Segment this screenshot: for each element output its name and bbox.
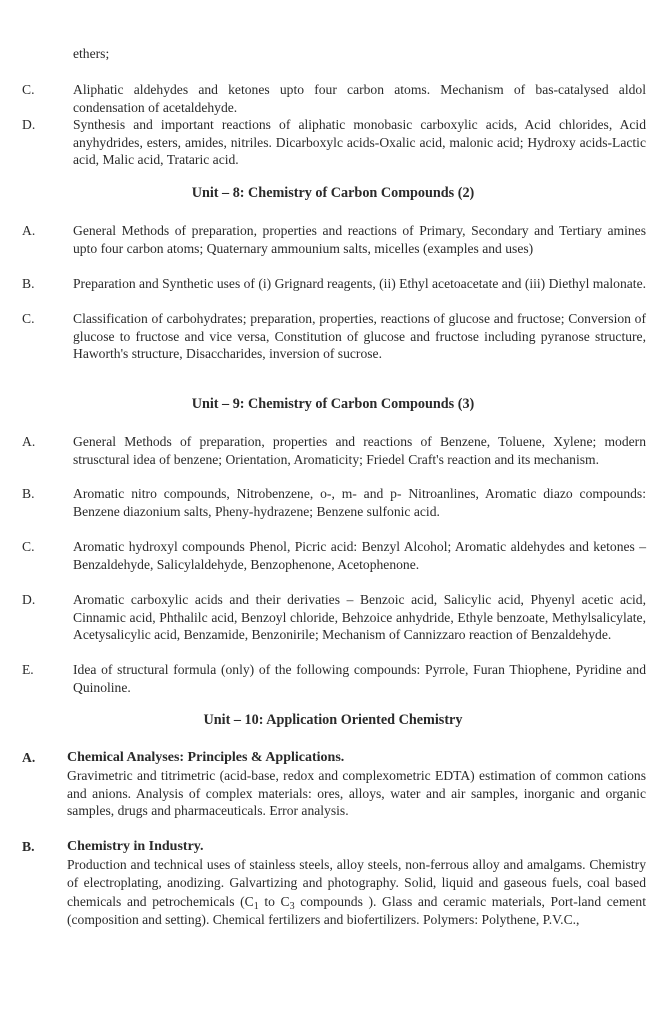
unit-10-heading: Unit – 10: Application Oriented Chemistry <box>203 712 463 728</box>
continued-text: ethers; <box>73 46 110 61</box>
item-text: Aromatic hydroxyl compounds Phenol, Picric acid: Benzyl Alcohol; Aromatic aldehydes and ketones – Benzaldehyde, Salicylaldehyde, Benzophenone, Acetophenone. <box>73 539 646 572</box>
item-label: B. <box>22 276 35 291</box>
item-label: D. <box>22 117 36 132</box>
item-label: E. <box>22 662 34 677</box>
unit-9-heading: Unit – 9: Chemistry of Carbon Compounds (3) <box>191 396 475 412</box>
item-text <box>67 856 646 929</box>
item-text: Preparation and Synthetic uses of (i) Grignard reagents, (ii) Ethyl acetoacetate and (iii) Diethyl malonate. <box>73 276 646 291</box>
item-label: B. <box>22 486 35 501</box>
item-text: General Methods of preparation, properties and reactions of Primary, Secondary and Tertiary amines upto four carbon atoms; Quaternary ammounium salts, micelles (examples and uses) <box>73 223 646 256</box>
subscript: 1 <box>253 900 259 912</box>
item-text: General Methods of preparation, properties and reactions of Benzene, Toluene, Xylene; modern strusctural idea of benzene; Orientation, Aromaticity; Friedel Craft's reaction and its mechanism. <box>73 434 646 467</box>
section-title: Chemistry in Industry. <box>67 839 204 854</box>
item-label: B. <box>22 839 35 854</box>
item-text: Gravimetric and titrimetric (acid-base, redox and complexometric EDTA) estimation of common cations and anions. Analysis of complex materials: ores, alloys, water and air samples, inorganic and organic samples, drugs and pharmaceuticals. Error analysis. <box>67 768 646 819</box>
item-label: D. <box>22 592 36 607</box>
item-label: C. <box>22 82 35 97</box>
item-text: Aliphatic aldehydes and ketones upto four carbon atoms. Mechanism of bas-catalysed aldol condensation of acetaldehyde. <box>73 82 646 115</box>
item-text: Aromatic carboxylic acids and their derivaties – Benzoic acid, Salicylic acid, Phyenyl acetic acid, Cinnamic acid, Phthalilc acid, Benzoyl chloride, Behzoice anhydride, Ethyle benzoate, Methylsalicylate, Acetysalicylic acid, Benzamide, Benzonirile; Mechanism of Cannizzaro reaction of Benzaldehyde. <box>73 592 646 643</box>
item-label: A. <box>22 750 36 765</box>
item-label: C. <box>22 311 35 326</box>
item-text: Synthesis and important reactions of aliphatic monobasic carboxylic acids, Acid chlorides, Acid anyhydrides, esters, amides, nitriles. Dicarboxylc acids-Oxalic acid, malonic acid; Hydroxy acids-Lactic acid, Malic acid, Trataric acid. <box>73 117 646 168</box>
item-label: C. <box>22 539 35 554</box>
item-text: Aromatic nitro compounds, Nitrobenzene, o-, m- and p- Nitroanlines, Aromatic diazo compounds: Benzene diazonium salts, Pheny-hydrazene; Benzene sulfonic acid. <box>73 486 646 519</box>
unit-8-heading: Unit – 8: Chemistry of Carbon Compounds (2) <box>191 185 475 201</box>
item-text-part: Production and technical uses of stainless steels, alloy steels, non-ferrous alloy and amalgams. Chemistry of electroplating, anodizing. Galvartizing and photography. Solid, liquid and gaseous fuels, coal based chemicals and petrochemicals (C <box>67 857 646 909</box>
item-text-part: to C <box>258 893 290 909</box>
subscript: 3 <box>289 900 295 912</box>
item-label: A. <box>22 223 36 238</box>
item-text: Classification of carbohydrates; preparation, properties, reactions of glucose and fructose; Conversion of glucose to fructose and vice versa, Constitution of glucose and fructose including pyranose structure, Haworth's structure, Disaccharides, inversion of sucrose. <box>73 311 646 362</box>
item-text-part: compounds ). Glass and ceramic materials, Port-land cement (composition and setting). Chemical fertilizers and biofertilizers. Polymers: Polythene, P.V.C., <box>67 893 647 927</box>
item-text: Idea of structural formula (only) of the following compounds: Pyrrole, Furan Thiophene, Pyridine and Quinoline. <box>73 662 646 695</box>
section-title: Chemical Analyses: Principles & Applications. <box>67 750 345 765</box>
item-label: A. <box>22 434 36 449</box>
